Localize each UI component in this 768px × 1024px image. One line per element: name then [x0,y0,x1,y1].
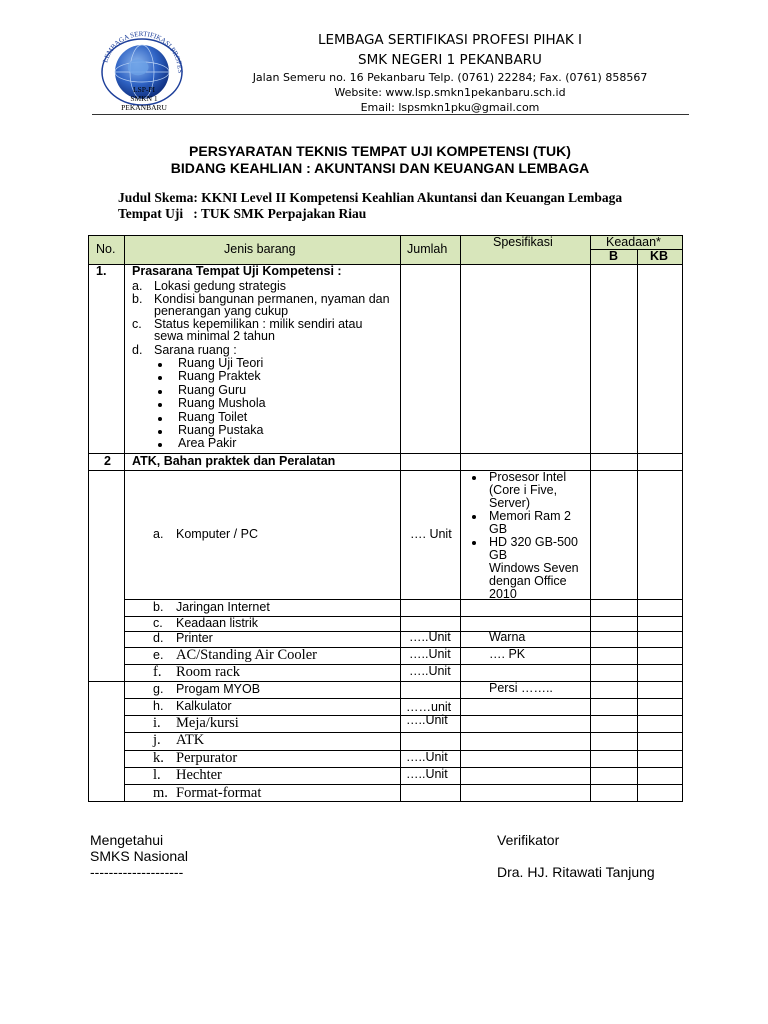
item-furniture: Meja/kursi [176,715,239,731]
room-item: Area Pakir [178,436,237,450]
verifier-label: Verifikator [497,832,560,848]
spec-line: GB [489,548,508,562]
letterhead-email: Email: lspsmkn1pku@gmail.com [360,101,540,114]
verifier-name: Dra. HJ. Ritawati Tanjung [497,864,655,880]
item-computer: Komputer / PC [176,527,258,541]
room-item: Ruang Mushola [178,396,266,410]
header-item: Jenis barang [224,242,296,256]
item-marker: l. [153,767,161,783]
schema-title: Judul Skema: KKNI Level II Kompetensi Keahlian Akuntansi dan Keuangan Lembaga [118,190,623,205]
item-forms: Format-format [176,785,262,801]
header-no: No. [96,242,116,256]
section1-title: Prasarana Tempat Uji Kompetensi : [132,264,342,278]
item-myob: Progam MYOB [176,682,261,696]
bullet-icon [158,443,162,447]
header-specification: Spesifikasi [493,235,553,249]
requirements-table [88,235,682,802]
list-item: Kondisi bangunan permanen, nyaman dan [154,292,390,306]
bullet-icon [158,403,162,407]
logo-caption [110,85,178,112]
letterhead-address: Jalan Semeru no. 16 Pekanbaru Telp. (0761) 22284; Fax. (0761) 858567 [252,71,648,84]
header-condition: Keadaan* [606,235,661,249]
item-room-rack: Room rack [176,664,241,680]
spec-line: Server) [489,496,530,510]
letterhead-school: SMK NEGERI 1 PEKANBARU [358,52,542,68]
item-marker: b. [153,600,164,614]
item-air-cooler: AC/Standing Air Cooler [176,647,317,663]
quantity-calculator: ……unit [406,700,452,714]
bullet-icon [472,476,476,480]
spec-line: Memori Ram 2 [489,509,571,523]
quantity-air-cooler: …..Unit [409,647,451,661]
spec-line: 2010 [489,587,517,601]
list-item: Sarana ruang : [154,343,237,357]
list-item: Lokasi gedung strategis [154,279,287,293]
item-marker: e. [153,648,164,662]
quantity-printer: …..Unit [409,630,451,644]
quantity-furniture: …..Unit [406,713,448,727]
list-marker: b. [132,292,143,306]
bullet-icon [472,541,476,545]
spec-line: Windows Seven [489,561,579,575]
item-perforator: Perpurator [176,750,238,766]
quantity-computer: …. Unit [410,527,452,541]
bullet-icon [158,390,162,394]
bullet-icon [472,515,476,519]
item-marker: d. [153,631,164,645]
bullet-icon [158,363,162,367]
list-item: Status kepemilikan : milik sendiri atau [154,317,363,331]
item-marker: c. [153,616,163,630]
letterhead-website: Website: www.lsp.smkn1pekanbaru.sch.id [334,86,566,99]
quantity-room-rack: …..Unit [409,664,451,678]
acknowledged-label: Mengetahui [90,832,164,848]
bullet-icon [158,430,162,434]
item-calculator: Kalkulator [176,699,232,713]
letterhead-divider [92,114,689,115]
header-condition-good: B [609,249,619,263]
item-marker: g. [153,682,164,696]
letterhead-org: LEMBAGA SERTIFIKASI PROFESI PIHAK I [317,32,583,48]
spec-line: dengan Office [489,574,567,588]
section1-number: 1. [96,264,107,278]
signature-placeholder: -------------------- [90,864,184,880]
doc-title-line1: PERSYARATAN TEKNIS TEMPAT UJI KOMPETENSI (TUK) [189,143,571,159]
spec-line: Prosesor Intel [489,470,567,484]
room-item: Ruang Pustaka [178,423,264,437]
spec-printer: Warna [489,630,526,644]
doc-title-line2: BIDANG KEAHLIAN : AKUNTANSI DAN KEUANGAN LEMBAGA [170,160,590,176]
item-marker: k. [153,750,164,766]
list-marker: c. [132,317,142,331]
logo-caption-line2: SMKN 1 PEKANBARU [121,94,167,112]
quantity-perforator: …..Unit [406,750,448,764]
spec-line: GB [489,522,508,536]
letterhead [200,30,700,115]
bullet-icon [158,417,162,421]
spec-line: (Core i Five, [489,483,558,497]
item-stationery: ATK [176,732,205,748]
item-marker: h. [153,699,164,713]
item-marker: m. [153,785,168,801]
list-item-cont: sewa minimal 2 tahun [154,329,275,343]
room-item: Ruang Uji Teori [178,356,264,370]
section2-title: ATK, Bahan praktek dan Peralatan [132,454,336,468]
room-item: Ruang Guru [178,383,247,397]
list-marker: a. [132,279,143,293]
schema-venue: Tempat Uji : TUK SMK Perpajakan Riau [118,206,367,221]
item-printer: Printer [176,631,213,645]
spec-air-cooler: …. PK [489,647,526,661]
list-marker: d. [132,343,143,357]
room-item: Ruang Praktek [178,369,261,383]
item-marker: a. [153,527,164,541]
bullet-icon [158,376,162,380]
logo-caption-line1: LSP-PI [132,85,156,94]
item-marker: j. [153,732,161,748]
spec-myob: Persi …….. [489,681,553,695]
section2-number: 2 [104,454,111,468]
item-marker: i. [153,715,161,731]
logo-ring-text: LEMBAGA SERTIFIKASI PROFES [101,29,185,74]
acknowledged-org: SMKS Nasional [90,848,189,864]
quantity-stapler: …..Unit [406,767,448,781]
header-condition-bad: KB [650,249,669,263]
item-electricity: Keadaan listrik [176,616,258,630]
item-marker: f. [153,664,162,680]
header-quantity: Jumlah [407,242,448,256]
list-item-cont: penerangan yang cukup [154,304,289,318]
item-stapler: Hechter [176,767,222,783]
item-internet: Jaringan Internet [176,600,270,614]
spec-line: HD 320 GB-500 [489,535,578,549]
room-item: Ruang Toilet [178,410,248,424]
